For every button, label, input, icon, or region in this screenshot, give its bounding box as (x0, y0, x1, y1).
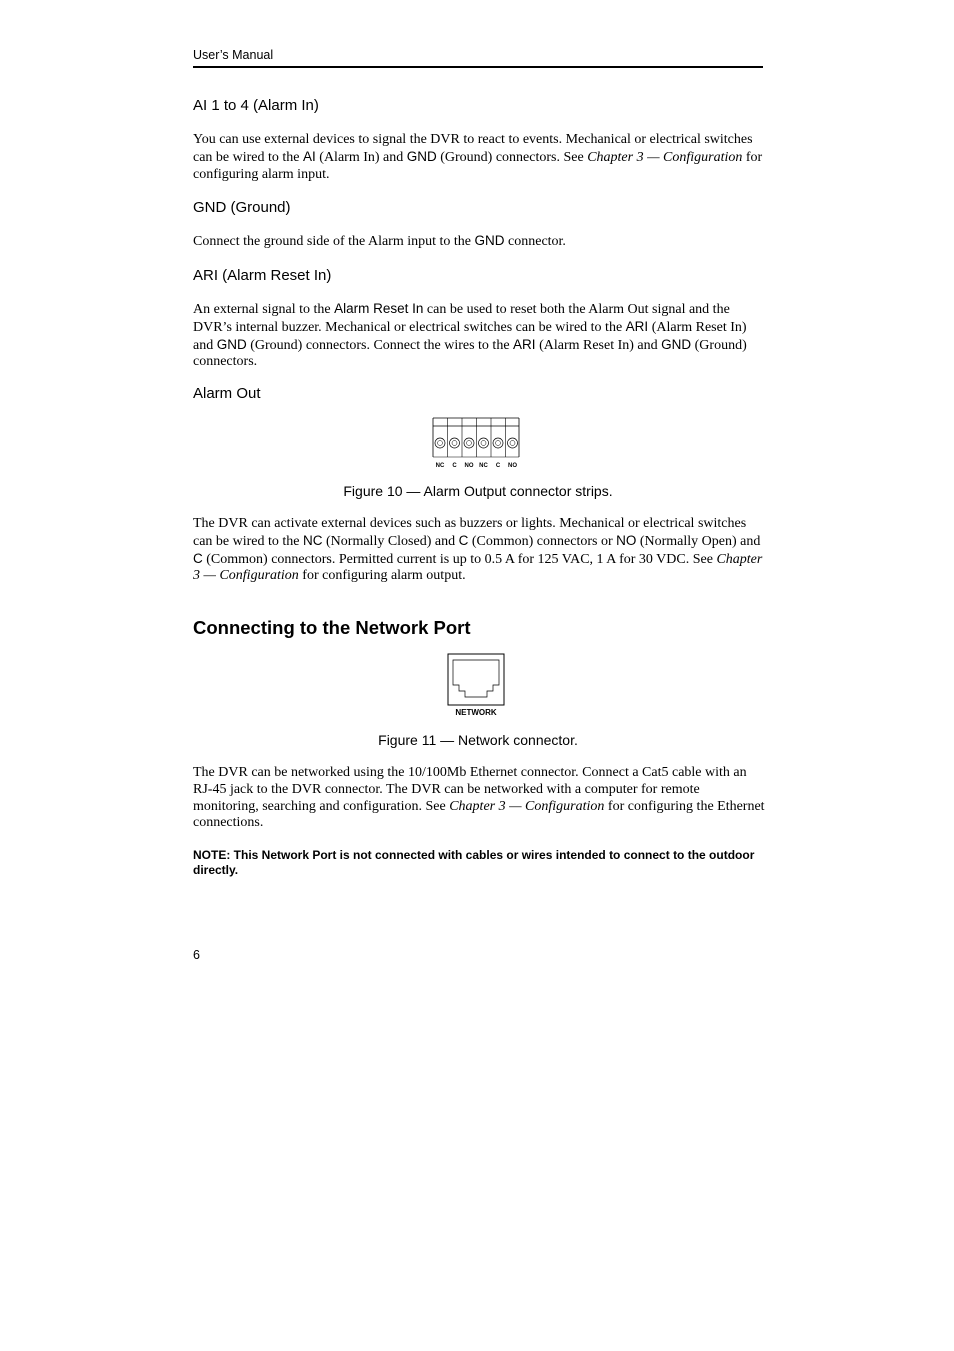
chapter-reference: Chapter 3 — Configuration (193, 551, 763, 584)
paragraph-alarm-reset: An external signal to the Alarm Reset In can be used to reset both the Alarm Out signal and the DVR’s internal buzzer. Mechanical or electrical switches can be wired to the ARI (Alarm Reset In) and GND (Ground) connectors. Connect the wires to the ARI (Alarm Reset In) and GND (Ground) connectors. (193, 301, 747, 370)
paragraph-alarm-in: You can use external devices to signal the DVR to react to events. Mechanical or electrical switches can be wired to the AI (Alarm In) and GND (Ground) connectors. See Chapter 3 — Configuration for configuring alarm input. (193, 132, 763, 182)
figure-10-caption: Figure 10 — Alarm Output connector strips. (343, 483, 613, 499)
terminal-screw-icon (433, 418, 519, 457)
terminal-label: C (452, 463, 457, 469)
alarm-output-connector-figure (432, 417, 522, 471)
terminal-label: NC (479, 463, 488, 469)
network-note: NOTE: This Network Port is not connected with cables or wires intended to connect to the outdoor directly. (193, 848, 755, 877)
terminal-label: NC (435, 463, 445, 469)
terminal-label: NO (508, 463, 517, 469)
terminal-label: C (495, 463, 501, 469)
section-heading-alarm-reset: ARI (Alarm Reset In) (193, 267, 332, 284)
figure-11-caption: Figure 11 — Network connector. (378, 732, 578, 748)
section-heading-network: Connecting to the Network Port (193, 617, 471, 638)
section-heading-ground: GND (Ground) (193, 199, 291, 216)
paragraph-network: The DVR can be networked using the 10/100Mb Ethernet connector. Connect a Cat5 cable with an RJ-45 jack to the DVR connector. The DVR can be networked with a computer for remote monitoring, searching and configuration. See Chapter 3 — Configuration for configuring the Ethernet connections. (193, 765, 765, 831)
chapter-reference: Chapter 3 — Configuration (587, 149, 743, 165)
section-heading-alarm-in: AI 1 to 4 (Alarm In) (193, 97, 319, 114)
paragraph-alarm-out: The DVR can activate external devices such as buzzers or lights. Mechanical or electrical switches can be wired to the NC (Normally Closed) and C (Common) connectors or NO (Normally Open) and C (Common) connectors. Permitted current is up to 0.5 A for 125 VAC, 1 A for 30 VDC. See Chapter 3 — Configuration for configuring alarm output. (193, 516, 763, 584)
running-header: User’s Manual (193, 48, 274, 62)
page-number: 6 (193, 948, 200, 962)
section-heading-alarm-out: Alarm Out (193, 385, 261, 402)
paragraph-ground: Connect the ground side of the Alarm input to the GND connector. (193, 233, 566, 249)
header-rule (193, 66, 763, 68)
network-port-icon (447, 653, 507, 719)
network-port-label: NETWORK (455, 708, 497, 717)
chapter-reference: Chapter 3 — Configuration (449, 798, 605, 814)
terminal-label: NO (464, 463, 474, 469)
